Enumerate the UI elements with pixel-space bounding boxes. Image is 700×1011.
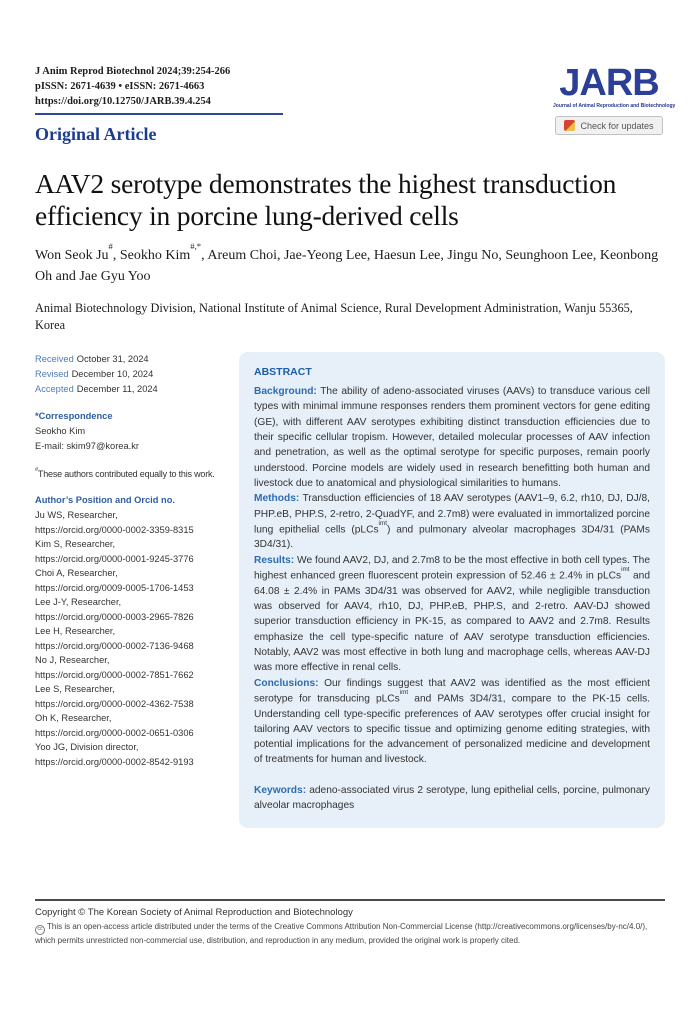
author-position: Ju WS, Researcher, bbox=[35, 510, 118, 521]
page-header bbox=[35, 62, 676, 144]
orcid-heading: Author’s Position and Orcid no. bbox=[35, 495, 175, 506]
copyright-line: Copyright © The Korean Society of Animal Reproduction and Biotechnology bbox=[35, 907, 353, 918]
equal-contribution-note: #These authors contributed equally to this work. bbox=[35, 466, 215, 480]
author-name: Haesun Lee, bbox=[373, 248, 448, 263]
jarb-logo: JARB bbox=[559, 62, 659, 104]
orcid-entry bbox=[35, 682, 227, 711]
author-position: Lee S, Researcher, bbox=[35, 684, 115, 695]
author-name: Jingu No, bbox=[447, 248, 506, 263]
orcid-entry bbox=[35, 595, 227, 624]
author-position: Lee H, Researcher, bbox=[35, 626, 116, 637]
article-history bbox=[35, 352, 227, 397]
orcid-entry bbox=[35, 740, 227, 769]
orcid-link[interactable]: https://orcid.org/0000-0002-4362-7538 bbox=[35, 698, 194, 709]
accepted-date: Accepted December 11, 2024 bbox=[35, 384, 158, 395]
main-columns bbox=[35, 352, 665, 828]
orcid-entry bbox=[35, 653, 227, 682]
abstract-methods: Methods: Transduction efficiencies of 18 AAV serotypes (AAV1–9, 6.2, rh10, DJ, DJ/8, PHP.eB, PHP.S, 2-retro, 2-QuadYF, and 2.7m8) were evaluated in immortalized porcine lung epithelial cells (pLCs$^{imt}$) and pulmonary alveolar macrophages 3D4/31 (PAMs 3D4/31). bbox=[254, 493, 650, 551]
author-position: Oh K, Researcher, bbox=[35, 713, 112, 724]
orcid-link[interactable]: https://orcid.org/0000-0002-7851-7662 bbox=[35, 669, 194, 680]
orcid-entry bbox=[35, 624, 227, 653]
orcid-entry bbox=[35, 566, 227, 595]
correspondence-block bbox=[35, 409, 227, 454]
abstract-heading: ABSTRACT bbox=[254, 366, 312, 379]
jarb-logo-subtitle: Journal of Animal Reproduction and Biotechnology bbox=[553, 103, 676, 109]
abstract bbox=[254, 365, 650, 813]
abstract-background: Background: The ability of adeno-associated viruses (AAVs) to transduce various cell types with minimal immune responses renders them prominent vectors for gene editing (GE), with different AAV serotypes exhibiting distinct transduction efficiencies due to their specific cellular tropism. However, detailed molecular processes of AAV infection and penetration, as well as the optimal serotype for specific purposes, remain poorly understood. Porcine models are widely used in research benefitting both human and livestock due to anatomical and physiological similarities to humans. bbox=[254, 386, 650, 489]
orcid-link[interactable]: https://orcid.org/0000-0002-7136-9468 bbox=[35, 640, 194, 651]
crossmark-icon bbox=[564, 120, 575, 131]
article-title: AAV2 serotype demonstrates the highest transduction efficiency in porcine lung-derived cells bbox=[35, 168, 617, 232]
orcid-link[interactable]: https://orcid.org/0000-0002-3359-8315 bbox=[35, 524, 194, 535]
article-type-label: Original Article bbox=[35, 124, 157, 144]
correspondence-email[interactable]: E-mail: skim97@korea.kr bbox=[35, 441, 139, 452]
author-name: Areum Choi, bbox=[207, 248, 284, 263]
received-date: Received October 31, 2024 bbox=[35, 354, 149, 365]
journal-citation: J Anim Reprod Biotechnol 2024;39:254-266 bbox=[35, 66, 231, 77]
correspondence-name: Seokho Kim bbox=[35, 426, 86, 437]
author-list bbox=[35, 241, 665, 286]
orcid-entry bbox=[35, 711, 227, 740]
issn-line: pISSN: 2671-4639 • eISSN: 2671-4663 bbox=[35, 81, 205, 92]
doi-link[interactable]: https://doi.org/10.12750/JARB.39.4.254 bbox=[35, 96, 211, 107]
correspondence-heading: *Correspondence bbox=[35, 411, 113, 422]
author-position: No J, Researcher, bbox=[35, 655, 110, 666]
abstract-results: Results: We found AAV2, DJ, and 2.7m8 to be the most effective in both cell types. The highest enhanced green fluorescent protein expression of 52.46 ± 2.4% in pLCs$^{imt}$ and 64.08 ± 2.4% in PAMs 3D4/31 was observed for AAV2, while negligible transduction was observed for AAV4, rh10, DJ, PHP.eB, PHP.S, and 2-retro. AAV-DJ showed superior transduction efficiency in PK-15, as compared to AAV2 and 2.7m8. Results emphasize the cell type-specific nature of AAV serotype transduction efficiencies. Notably, AAV2 was most effective in both lung and macrophage cells, whereas AAV-DJ was more effective in renal cells. bbox=[254, 554, 650, 674]
orcid-link[interactable]: https://orcid.org/0000-0002-8542-9193 bbox=[35, 756, 194, 767]
author-name: Jae Gyu Yoo bbox=[79, 268, 151, 284]
abstract-conclusions: Conclusions: Our findings suggest that AAV2 was identified as the most efficient serotype for transducing pLCs$^{imt}$ and PAMs 3D4/31, compare to the PK-15 cells. Understanding cell type-specific preferences of AAV serotypes offer crucial insight for tailoring AAV vectors to specific tissue and optimizing genome editing strategies, with potential implications for the advancement of personalized medicine and development of treatments for human and livestock. bbox=[254, 677, 651, 766]
author-position: Choi A, Researcher, bbox=[35, 568, 118, 579]
keywords: Keywords: adeno-associated virus 2 serotype, lung epithelial cells, porcine, pulmonary alveolar macrophages bbox=[254, 784, 650, 812]
revised-date: Revised December 10, 2024 bbox=[35, 369, 154, 380]
author-name: Won Seok Ju#, bbox=[35, 241, 120, 263]
orcid-link[interactable]: https://orcid.org/0009-0005-1706-1453 bbox=[35, 582, 194, 593]
orcid-link[interactable]: https://orcid.org/0000-0003-2965-7826 bbox=[35, 611, 194, 622]
orcid-entry bbox=[35, 508, 227, 537]
check-for-updates-label: Check for updates bbox=[580, 120, 654, 131]
author-name: Seunghoon Lee, bbox=[505, 248, 600, 263]
orcid-block bbox=[35, 493, 227, 769]
author-position: Yoo JG, Division director, bbox=[35, 742, 139, 753]
orcid-link[interactable]: https://orcid.org/0000-0002-0651-0306 bbox=[35, 727, 194, 738]
abstract-box bbox=[239, 352, 665, 828]
author-name: Keonbong Oh and bbox=[35, 248, 659, 284]
orcid-entry bbox=[35, 537, 227, 566]
orcid-link[interactable]: https://orcid.org/0000-0001-9245-3776 bbox=[35, 553, 194, 564]
check-for-updates-button[interactable] bbox=[555, 116, 662, 135]
author-name: Seokho Kim#,*, bbox=[119, 241, 208, 263]
author-position: Kim S, Researcher, bbox=[35, 539, 116, 550]
journal-logo-block bbox=[553, 62, 676, 136]
journal-meta bbox=[35, 64, 283, 142]
article-info-sidebar bbox=[35, 352, 227, 781]
affiliation: Animal Biotechnology Division, National Institute of Animal Science, Rural Development Administration, Wanju 55365, Korea bbox=[35, 301, 633, 333]
license-line: cc This is an open-access article distributed under the terms of the Creative Commons Attribution Non-Commercial License (http://creativecommons.org/licenses/by-nc/4.0/), which permits unrestricted non-commercial use, distribution, and reproduction in any medium, provided the original work is properly cited. bbox=[35, 922, 648, 945]
open-access-icon: cc bbox=[35, 925, 45, 935]
footer bbox=[35, 899, 665, 946]
author-position: Lee J-Y, Researcher, bbox=[35, 597, 122, 608]
header-rule bbox=[35, 113, 283, 115]
author-name: Jae-Yeong Lee, bbox=[283, 248, 374, 263]
